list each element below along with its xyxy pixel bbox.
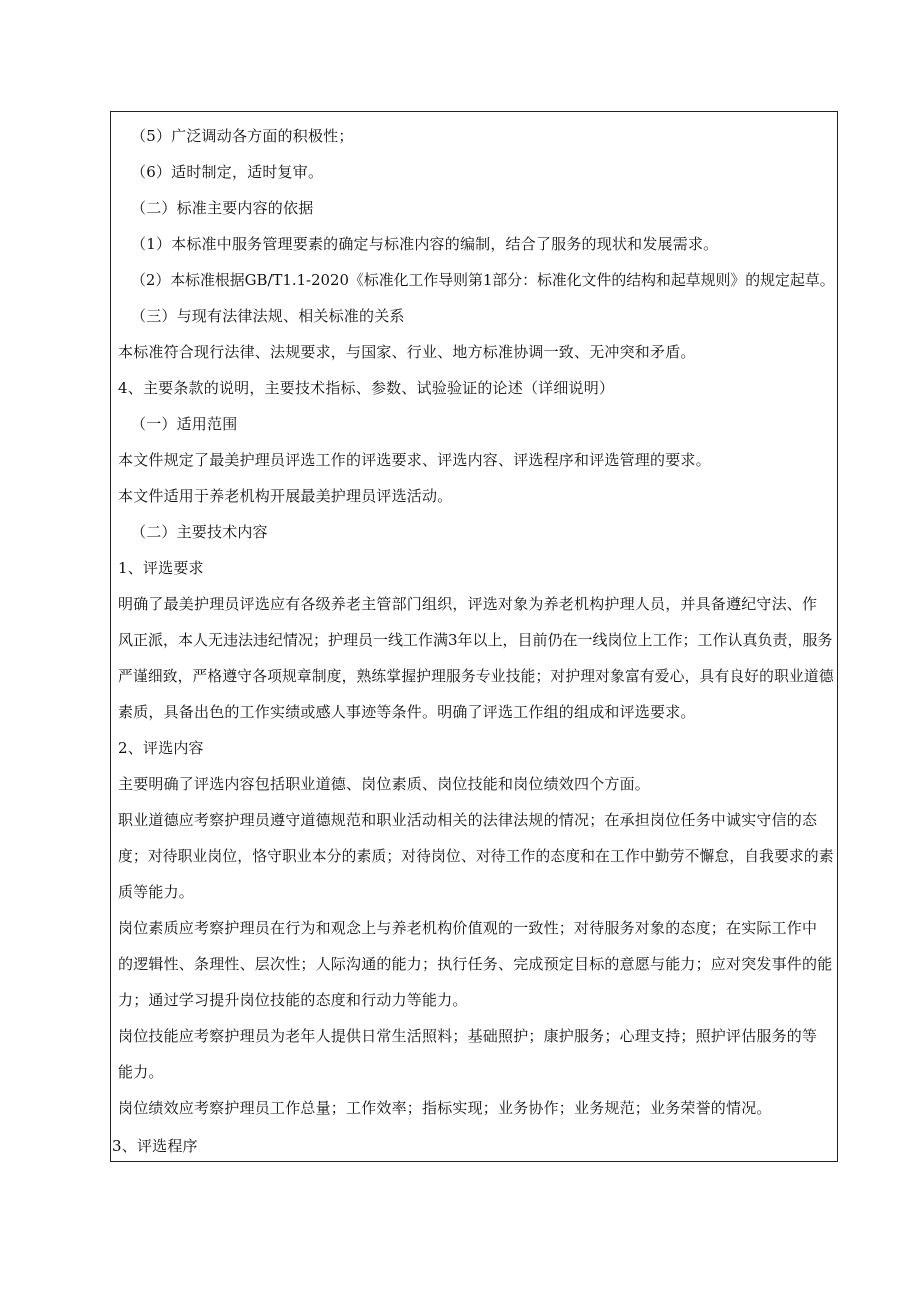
- text-line-basis-2: （2）本标准根据GB/T1.1-2020《标准化工作导则第1部分：标准化文件的结构和起草规则》的规定起草。: [131, 271, 835, 289]
- section-heading-4: 4、主要条款的说明，主要技术指标、参数、试验验证的论述（详细说明）: [118, 379, 615, 397]
- paragraph-3-line-1: 职业道德应考察护理员遵守道德规范和职业活动相关的法律法规的情况；在承担岗位任务中诚实守信的态: [118, 811, 818, 829]
- paragraph-4-line-3: 力；通过学习提升岗位技能的态度和行动力等能力。: [118, 991, 468, 1009]
- text-line-basis-1: （1）本标准中服务管理要素的确定与标准内容的编制，结合了服务的现状和发展需求。: [131, 235, 719, 253]
- paragraph-4-line-1: 岗位素质应考察护理员在行为和观念上与养老机构价值观的一致性；对待服务对象的态度；在实际工作中: [118, 919, 818, 937]
- paragraph-1-line-4: 素质，具备出色的工作实绩或感人事迹等条件。明确了评选工作组的组成和评选要求。: [118, 703, 696, 721]
- paragraph-3-line-2: 度；对待职业岗位，恪守职业本分的素质；对待岗位、对待工作的态度和在工作中勤劳不懈怠，自我要求的素: [118, 847, 834, 865]
- paragraph-6-line-1: 岗位绩效应考察护理员工作总量；工作效率；指标实现；业务协作；业务规范；业务荣誉的情况。: [118, 1099, 772, 1117]
- subheading-2: 2、评选内容: [118, 739, 204, 757]
- paragraph-3-line-3: 质等能力。: [118, 883, 195, 901]
- paragraph-1-line-3: 严谨细致，严格遵守各项规章制度，熟练掌握护理服务专业技能；对护理对象富有爱心，具有良好的职业道德: [118, 667, 834, 685]
- subheading-1: 1、评选要求: [118, 559, 204, 577]
- section-heading-relation: （三）与现有法律法规、相关标准的关系: [131, 307, 405, 325]
- paragraph-1-line-2: 风正派，本人无违法违纪情况；护理员一线工作满3年以上，目前仍在一线岗位上工作；工作认真负责，服务: [118, 631, 833, 649]
- section-heading-scope: （一）适用范围: [131, 415, 238, 433]
- paragraph-1-line-1: 明确了最美护理员评选应有各级养老主管部门组织，评选对象为养老机构护理人员，并具备遵纪守法、作: [118, 595, 818, 613]
- section-heading-basis: （二）标准主要内容的依据: [131, 199, 314, 217]
- text-line-scope-1: 本文件规定了最美护理员评选工作的评选要求、评选内容、评选程序和评选管理的要求。: [118, 451, 711, 469]
- paragraph-2-line-1: 主要明确了评选内容包括职业道德、岗位素质、岗位技能和岗位绩效四个方面。: [118, 775, 651, 793]
- section-heading-tech: （二）主要技术内容: [131, 523, 268, 541]
- paragraph-5-line-2: 能力。: [118, 1063, 164, 1081]
- text-line-scope-2: 本文件适用于养老机构开展最美护理员评选活动。: [118, 487, 453, 505]
- subheading-3: 3、评选程序: [112, 1137, 198, 1155]
- text-line-item-5: （5）广泛调动各方面的积极性；: [131, 127, 354, 145]
- paragraph-5-line-1: 岗位技能应考察护理员为老年人提供日常生活照料；基础照护；康护服务；心理支持；照护评估服务的等: [118, 1027, 818, 1045]
- paragraph-4-line-2: 的逻辑性、条理性、层次性；人际沟通的能力；执行任务、完成预定目标的意愿与能力；应对突发事件的能: [118, 955, 833, 973]
- text-line-relation: 本标准符合现行法律、法规要求，与国家、行业、地方标准协调一致、无冲突和矛盾。: [118, 343, 696, 361]
- text-line-item-6: （6）适时制定，适时复审。: [131, 163, 324, 181]
